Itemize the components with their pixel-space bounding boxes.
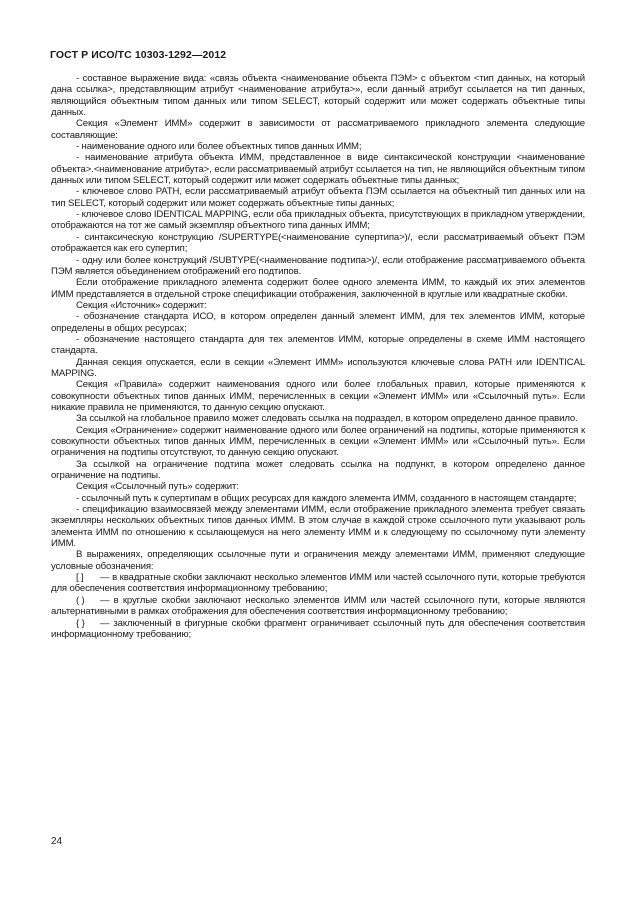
paragraph: - спецификацию взаимосвязей между элементами ИММ, если отображение прикладного элемента требует связать экземпляры нескольких объектных типов данных ИММ. В этом случае в каждой строке ссылочного пути указывают роль элемента ИММ по отношению к ссылающемуся на него элементу ИММ и к следующему по ссылочному пути элементу ИММ. bbox=[51, 504, 585, 550]
notation-item bbox=[51, 618, 585, 641]
notation-item bbox=[51, 595, 585, 618]
notation-symbol: { } bbox=[76, 617, 85, 629]
paragraph: - ключевое слово PATH, если рассматриваемый атрибут объекта ПЭМ ссылается на объектный тип данных или на тип SELECT, который содержит или может содержать объектные типы данных; bbox=[51, 186, 585, 209]
paragraph: Секция «Правила» содержит наименования одного или более глобальных правил, которые применяются к совокупности объектных типов данных ИММ, перечисленных в секции «Элемент ИММ» или «Ссылочный путь». Если никакие правила не применяются, то данную секцию опускают. bbox=[51, 379, 585, 413]
paragraph: - составное выражение вида: «связь объекта <наименование объекта ПЭМ> с объектом <тип данных, на который дана ссылка>, представляющим атрибут <наименование атрибута>», если данный атрибут ссылается на тип данных, являющийся объектным типом данных или типом SELECT, который содержит или может содержать объектные типы данных. bbox=[51, 73, 585, 119]
notation-text: — заключенный в фигурные скобки фрагмент ограничивает ссылочный путь для обеспечения соответствия информационному требованию; bbox=[51, 617, 585, 640]
paragraph: В выражениях, определяющих ссылочные пути и ограничения между элементами ИММ, применяют следующие условные обозначения: bbox=[51, 549, 585, 572]
paragraph: Секция «Элемент ИММ» содержит в зависимости от рассматриваемого прикладного элемента следующие составляющие: bbox=[51, 118, 585, 141]
page-header: ГОСТ Р ИСО/ТС 10303-1292—2012 bbox=[50, 49, 227, 61]
notation-text: — в квадратные скобки заключают несколько элементов ИММ или частей ссылочного пути, которые требуются для обеспечения соответствия информационному требованию; bbox=[51, 572, 585, 595]
notation-symbol: [ ] bbox=[76, 572, 84, 584]
paragraph: Секция «Источник» содержит: bbox=[76, 299, 207, 311]
notation-item bbox=[51, 572, 585, 595]
page-number: 24 bbox=[51, 836, 63, 847]
paragraph: - ключевое слово IDENTICAL MAPPING, если оба прикладных объекта, присутствующих в прикладном утверждении, отображаются на тот же самый экземпляр объектного типа данных ИММ; bbox=[51, 209, 585, 232]
body-text bbox=[51, 73, 585, 640]
notation-text: — в круглые скобки заключают несколько элементов ИММ или частей ссылочного пути, которые являются альтернативными в рамках отображения для обеспечения соответствия информационному требованию; bbox=[51, 594, 585, 618]
paragraph: - обозначение стандарта ИСО, в котором определен данный элемент ИММ, для тех элементов ИММ, которые определены в общих ресурсах; bbox=[51, 311, 585, 334]
notation-symbol: ( ) bbox=[76, 594, 85, 606]
paragraph: - синтаксическую конструкцию /SUPERTYPE(<наименование супертипа>)/, если рассматриваемый объект ПЭМ отображается как его супертип; bbox=[51, 231, 585, 255]
paragraph: Данная секция опускается, если в секции «Элемент ИММ» используются ключевые слова PATH или IDENTICAL MAPPING. bbox=[51, 356, 585, 379]
paragraph: - наименование атрибута объекта ИММ, представленное в виде синтаксической конструкции <наименование объекта>.<наименование атрибута>, если рассматриваемый атрибут ссылается на тип, не являющийся объектным типом данных или типом SELECT, который содержит или может содержать объектные типы данных; bbox=[51, 152, 585, 187]
paragraph: За ссылкой на ограничение подтипа может следовать ссылка на подпункт, в котором определено данное ограничение на подтипы. bbox=[51, 458, 585, 482]
paragraph: За ссылкой на глобальное правило может следовать ссылка на подраздел, в котором определено данное правило. bbox=[76, 413, 578, 425]
paragraph: Если отображение прикладного элемента содержит более одного элемента ИММ, то каждый их этих элементов ИММ представляется в отдельной строке спецификации отображения, заключенной в круглые или квадратные скобки. bbox=[51, 277, 585, 300]
paragraph: - ссылочный путь к супертипам в общих ресурсах для каждого элемента ИММ, созданного в настоящем стандарте; bbox=[76, 492, 577, 504]
paragraph: - одну или более конструкций /SUBTYPE(<наименование подтипа>)/, если отображение рассматриваемого объекта ПЭМ является объединением отображений его подтипов. bbox=[51, 254, 585, 277]
paragraph: - обозначение настоящего стандарта для тех элементов ИММ, которые определены в схеме ИММ настоящего стандарта. bbox=[51, 333, 585, 357]
paragraph: Секция «Ограничение» содержит наименование одного или более ограничений на подтипы, которые применяются к совокупности объектных типов данных ИММ, перечисленных в секции «Элемент ИММ» или «Ссылочный путь». Если ограничения на подтипы отсутствуют, то данную секцию опускают. bbox=[51, 424, 585, 459]
paragraph: - наименование одного или более объектных типов данных ИММ; bbox=[76, 141, 362, 153]
paragraph: Секция «Ссылочный путь» содержит: bbox=[76, 481, 239, 493]
